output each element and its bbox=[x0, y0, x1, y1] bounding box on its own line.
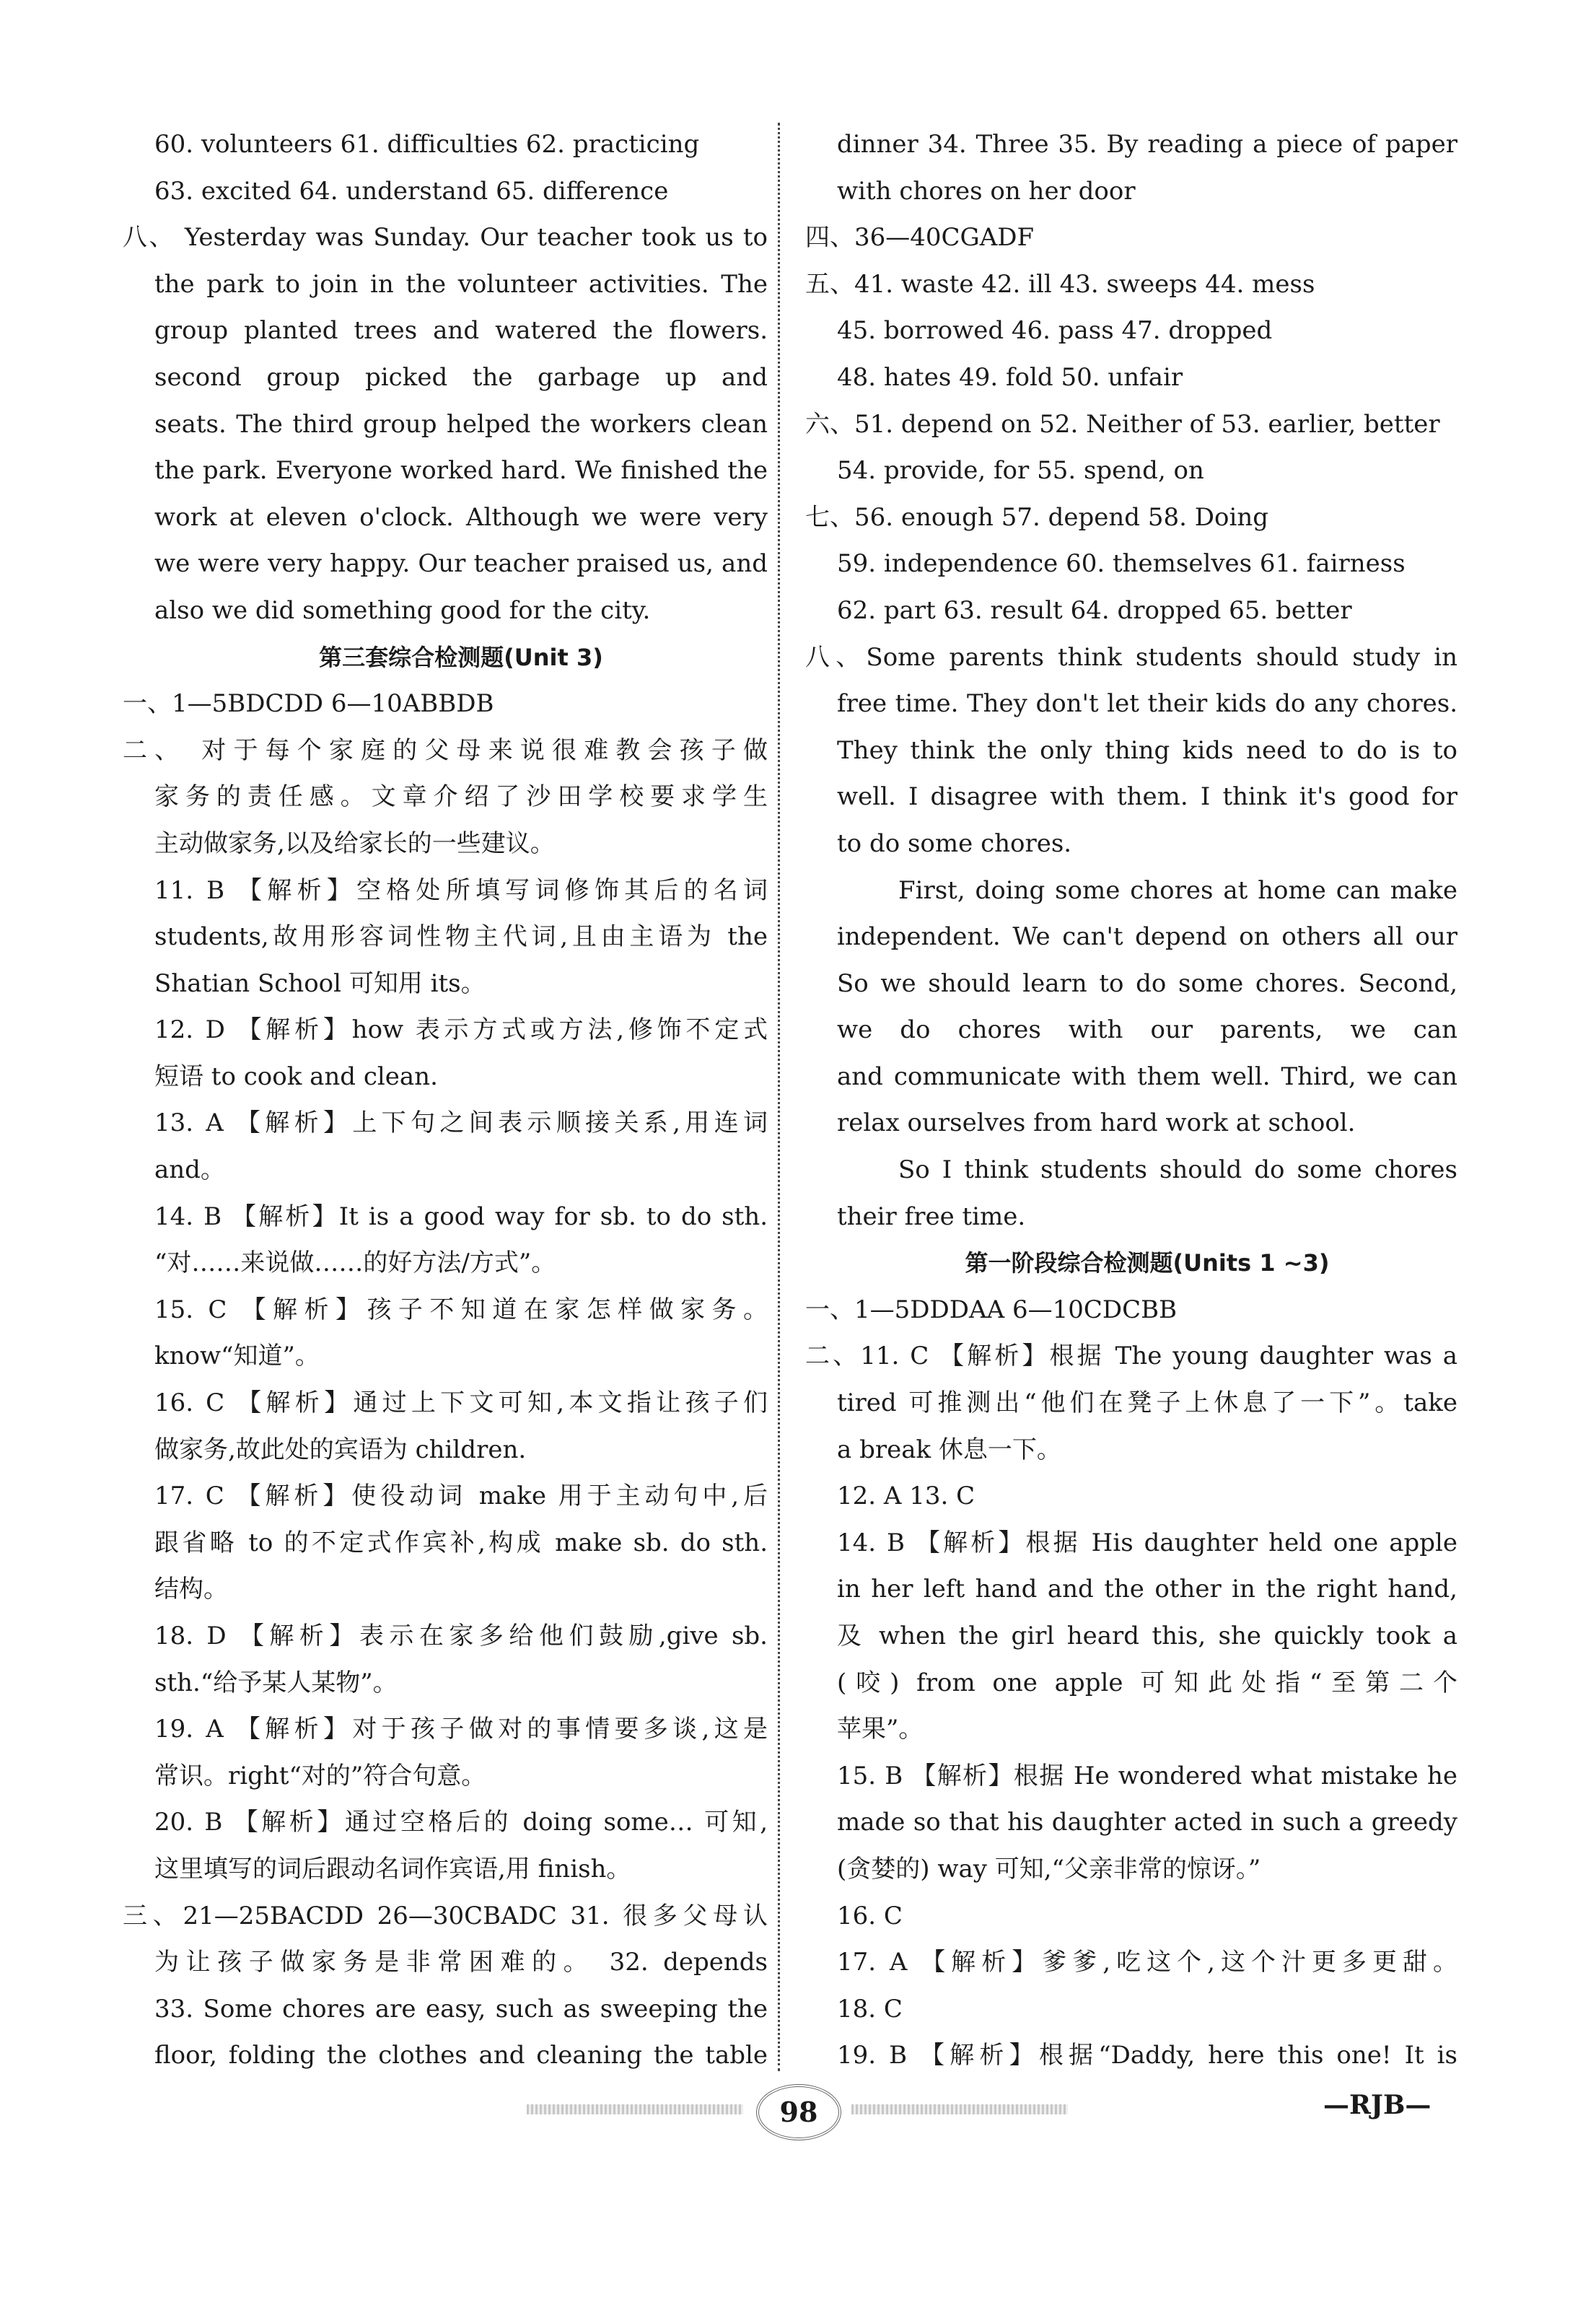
text-line: group planted trees and watered the flowers. bbox=[154, 316, 768, 346]
text-line: 五、41. waste 42. ill 43. sweeps 44. mess bbox=[805, 269, 1315, 299]
text-line: we do chores with our parents, we can bbox=[837, 1015, 1457, 1045]
text-line: 跟省略 to 的不定式作宾补,构成 make sb. do sth. bbox=[154, 1528, 768, 1557]
text-line: 及 when the girl heard this, she quickly took a bbox=[837, 1622, 1457, 1650]
text-line: 八、 Yesterday was Sunday. Our teacher took us to bbox=[123, 223, 768, 253]
text-line: 短语 to cook and clean. bbox=[154, 1062, 438, 1091]
text-line: 45. borrowed 46. pass 47. dropped bbox=[837, 316, 1273, 346]
text-line: 主动做家务,以及给家长的一些建议。 bbox=[154, 828, 555, 858]
text-line: tired 可推测出“他们在凳子上休息了一下”。take bbox=[837, 1388, 1457, 1418]
text-line: made so that his daughter acted in such a greedy bbox=[837, 1808, 1457, 1837]
text-line: second group picked the garbage up and bbox=[154, 362, 768, 392]
text-line: 结构。 bbox=[154, 1575, 228, 1604]
text-line: So we should learn to do some chores. Second, bbox=[837, 968, 1457, 998]
text-line: 63. excited 64. understand 65. difference bbox=[154, 176, 669, 206]
text-line: to do some chores. bbox=[837, 828, 1072, 858]
text-line: 60. volunteers 61. difficulties 62. practicing bbox=[154, 130, 700, 159]
text-line: relax ourselves from hard work at school. bbox=[837, 1108, 1356, 1138]
text-line: 20. B 【解析】通过空格后的 doing some… 可知, bbox=[154, 1808, 768, 1837]
text-line: 二、 对于每个家庭的父母来说很难教会孩子做 bbox=[123, 735, 768, 765]
text-line: 七、56. enough 57. depend 58. Doing bbox=[805, 502, 1268, 532]
text-line: 18. D 【解析】表示在家多给他们鼓励,give sb. bbox=[154, 1622, 768, 1650]
page-footer bbox=[0, 2078, 1596, 2143]
text-line: dinner 34. Three 35. By reading a piece of paper bbox=[837, 130, 1457, 159]
text-line: 16. C bbox=[837, 1901, 903, 1930]
text-line: floor, folding the clothes and cleaning the table bbox=[154, 2041, 768, 2070]
column-divider bbox=[778, 123, 780, 2071]
text-line: 11. B 【解析】空格处所填写词修饰其后的名词 bbox=[154, 875, 768, 905]
text-line: 48. hates 49. fold 50. unfair bbox=[837, 362, 1183, 392]
text-line: with chores on her door bbox=[837, 176, 1136, 206]
text-line: So I think students should do some chores bbox=[898, 1155, 1457, 1185]
text-line: Shatian School 可知用 its。 bbox=[154, 968, 486, 998]
text-line: 19. A 【解析】对于孩子做对的事情要多谈,这是 bbox=[154, 1715, 768, 1744]
section-heading: 第一阶段综合检测题(Units 1 ~3) bbox=[965, 1249, 1330, 1277]
right-column bbox=[805, 121, 1457, 2079]
text-line: 这里填写的词后跟动名词作宾语,用 finish。 bbox=[154, 1854, 631, 1884]
text-line: 做家务,故此处的宾语为 children. bbox=[154, 1435, 527, 1464]
text-line: “对……来说做……的好方法/方式”。 bbox=[154, 1248, 556, 1278]
text-line: 六、51. depend on 52. Neither of 53. earlier, better bbox=[805, 409, 1440, 439]
text-line: 二、11. C 【解析】根据 The young daughter was a bbox=[805, 1342, 1457, 1371]
text-line: 59. independence 60. themselves 61. fairness bbox=[837, 549, 1406, 579]
page-number: 98 bbox=[756, 2084, 841, 2140]
text-line: 13. A 【解析】上下句之间表示顺接关系,用连词 bbox=[154, 1108, 768, 1138]
text-line: 18. C bbox=[837, 1994, 903, 2024]
text-line: 一、1—5BDCDD 6—10ABBDB bbox=[123, 689, 494, 719]
text-line: their free time. bbox=[837, 1202, 1026, 1231]
text-line: 62. part 63. result 64. dropped 65. better bbox=[837, 595, 1352, 625]
text-line: 54. provide, for 55. spend, on bbox=[837, 456, 1204, 486]
text-line: 一、1—5DDDAA 6—10CDCBB bbox=[805, 1295, 1178, 1324]
text-line: 四、36—40CGADF bbox=[805, 223, 1035, 253]
footer-ornament-left bbox=[527, 2104, 743, 2114]
text-line: 八、Some parents think students should study in bbox=[805, 642, 1457, 672]
text-line: free time. They don't let their kids do any chores. bbox=[837, 689, 1457, 719]
text-line: and。 bbox=[154, 1155, 225, 1185]
text-line: 15. C 【解析】孩子不知道在家怎样做家务。 bbox=[154, 1295, 768, 1324]
text-line: 家务的责任感。文章介绍了沙田学校要求学生 bbox=[154, 782, 768, 812]
text-line: 19. B 【解析】根据“Daddy, here this one! It is bbox=[837, 2041, 1457, 2070]
text-line: 17. A 【解析】爹爹,吃这个,这个汁更多更甜。 bbox=[837, 1948, 1457, 1977]
text-line: students,故用形容词性物主代词,且由主语为 the bbox=[154, 922, 768, 952]
text-line: sth.“给予某人某物”。 bbox=[154, 1668, 398, 1697]
text-line: seats. The third group helped the workers clean bbox=[154, 409, 768, 439]
text-line: 为让孩子做家务是非常困难的。 32. depends bbox=[154, 1948, 768, 1977]
text-line: independent. We can't depend on others all our bbox=[837, 922, 1457, 952]
left-column bbox=[123, 121, 768, 2079]
text-line: 12. A 13. C bbox=[837, 1482, 975, 1511]
text-line: the park. Everyone worked hard. We finished the bbox=[154, 456, 768, 486]
text-line: 15. B 【解析】根据 He wondered what mistake he bbox=[837, 1761, 1457, 1790]
text-line: 三、21—25BACDD 26—30CBADC 31. 很多父母认 bbox=[123, 1901, 768, 1930]
text-line: 16. C 【解析】通过上下文可知,本文指让孩子们 bbox=[154, 1388, 768, 1418]
text-line: in her left hand and the other in the right hand, bbox=[837, 1575, 1457, 1604]
text-line: (贪婪的) way 可知,“父亲非常的惊讶。” bbox=[837, 1854, 1261, 1884]
text-line: the park to join in the volunteer activities. The bbox=[154, 269, 768, 299]
text-line: They think the only thing kids need to do is to bbox=[837, 735, 1457, 765]
text-line: well. I disagree with them. I think it's good for bbox=[837, 782, 1457, 812]
text-line: 苹果”。 bbox=[837, 1715, 924, 1744]
text-line: First, doing some chores at home can make bbox=[898, 875, 1457, 905]
section-heading: 第三套综合检测题(Unit 3) bbox=[319, 643, 603, 671]
series-code: —RJB— bbox=[1323, 2090, 1431, 2120]
text-line: 常识。right“对的”符合句意。 bbox=[154, 1761, 486, 1790]
text-line: and communicate with them well. Third, we can bbox=[837, 1062, 1457, 1091]
footer-ornament-right bbox=[851, 2104, 1068, 2114]
text-line: 17. C 【解析】使役动词 make 用于主动句中,后 bbox=[154, 1482, 768, 1511]
text-line: also we did something good for the city. bbox=[154, 595, 651, 625]
text-line: we were very happy. Our teacher praised us, and bbox=[154, 549, 768, 579]
text-line: 33. Some chores are easy, such as sweeping the bbox=[154, 1994, 768, 2024]
text-line: 12. D 【解析】how 表示方式或方法,修饰不定式 bbox=[154, 1015, 768, 1045]
text-line: work at eleven o'clock. Although we were very bbox=[154, 502, 768, 532]
text-line: 14. B 【解析】It is a good way for sb. to do sth. bbox=[154, 1202, 768, 1231]
text-line: (咬) from one apple 可知此处指“至第二个 bbox=[837, 1668, 1457, 1697]
text-line: 14. B 【解析】根据 His daughter held one apple bbox=[837, 1528, 1457, 1557]
text-line: a break 休息一下。 bbox=[837, 1435, 1061, 1464]
text-line: know“知道”。 bbox=[154, 1342, 320, 1371]
